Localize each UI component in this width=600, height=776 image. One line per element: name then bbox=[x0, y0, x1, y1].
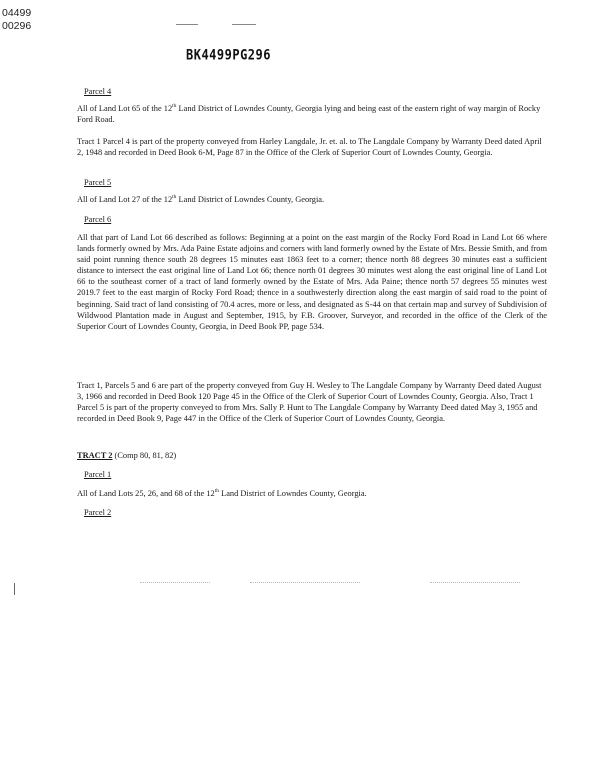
tract-2-parcel-1-description bbox=[77, 488, 547, 499]
tract-2-parcel-1-desc-post: Land District of Lowndes County, Georgia. bbox=[218, 489, 367, 498]
parcel-6-heading: Parcel 6 bbox=[84, 215, 112, 224]
parcel-4-desc-pre: All of Land Lot 65 of the 12 bbox=[77, 104, 173, 113]
scan-edge-mark bbox=[14, 583, 15, 595]
tract-2-title: TRACT 2 bbox=[77, 451, 113, 460]
scan-artifact bbox=[232, 24, 256, 25]
stamp-line-1: 04499 bbox=[2, 7, 32, 19]
parcel-4-desc-sup: th bbox=[172, 103, 177, 110]
parcel-4-conveyance: Tract 1 Parcel 4 is part of the property conveyed from Harley Langdale, Jr. et. al. to The Langdale Company by Warranty Deed dated April 2, 1948 and recorded in Deed Book 6-M, Page 87 in the Office of the Clerk of Superior Court of Lowndes County, Georgia. bbox=[77, 137, 542, 158]
tract-2-heading bbox=[77, 450, 547, 461]
tract-2-parcel-2-heading: Parcel 2 bbox=[84, 508, 112, 517]
scan-artifact bbox=[430, 582, 520, 584]
parcel-4-desc-post: Land District of Lowndes County, Georgia lying and being east of the eastern right of way margin of Rocky Ford Road. bbox=[77, 104, 541, 125]
parcel-5-description bbox=[77, 194, 547, 205]
parcel-6-description: All that part of Land Lot 66 described as follows: Beginning at a point on the east margin of the Rocky Ford Road in Land Lot 66 where lands formerly owned by Mrs. Ada Paine Estate adjoins and corners with land formerly owned by the Estate of Mrs. Bessie Smith, and from said point running thence south 28 degrees 15 minutes east 1863 feet to a corner; thence north 88 degrees 30 minutes east a sufficient distance to intersect the east original line of Land Lot 66; thence north 01 degrees 30 minutes west along the east original line of Land Lot 66 to the southeast corner of a tract of land formerly owned by the Estate of Mrs. Ada Paine; thence north 57 degrees 55 minutes west 2019.7 feet to the east margin of Rocky Ford Road; thence in a southwesterly direction along the east margin of said road to the point of beginning. Said tract of land consisting of 70.4 acres, more or less, and designated as S-44 on that certain map and survey of Subdivision of Wildwood Plantation made in August and September, 1915, by F.B. Groover, Surveyor, and recorded in the office of the Clerk of the Superior Court of Lowndes County, Georgia, in Deed Book PP, page 534. bbox=[77, 233, 547, 331]
document-number-stamp bbox=[2, 7, 31, 33]
parcel-5-desc-post: Land District of Lowndes County, Georgia. bbox=[176, 195, 325, 204]
parcel-6-conveyance: Tract 1, Parcels 5 and 6 are part of the property conveyed from Guy H. Wesley to The Langdale Company by Warranty Deed dated August 3, 1966 and recorded in Deed Book 120 Page 45 in the Office of the Clerk of Superior Court of Lowndes County, Georgia. Also, Tract 1 Parcel 5 is part of the property conveyed to from Mrs. Sally P. Hunt to The Langdale Company by Warranty Deed dated May 3, 1955 and recorded in Deed Book 9, Page 447 in the Office of the Clerk of Superior Court of Lowndes County, Georgia. bbox=[77, 381, 542, 424]
book-page-reference: BK4499PG296 bbox=[186, 46, 271, 64]
parcel-4-heading: Parcel 4 bbox=[84, 87, 112, 96]
scan-artifact bbox=[140, 582, 210, 584]
parcel-5-desc-pre: All of Land Lot 27 of the 12 bbox=[77, 195, 173, 204]
stamp-line-2: 00296 bbox=[2, 20, 32, 32]
parcel-5-desc-sup: th bbox=[172, 194, 177, 201]
parcel-5-heading: Parcel 5 bbox=[84, 178, 112, 187]
tract-2-parcel-1-desc-pre: All of Land Lots 25, 26, and 68 of the 12 bbox=[77, 489, 215, 498]
scan-artifact bbox=[250, 582, 360, 584]
tract-2-comp: (Comp 80, 81, 82) bbox=[112, 451, 177, 460]
tract-2-parcel-1-desc-sup: th bbox=[214, 488, 219, 495]
parcel-4-description bbox=[77, 103, 547, 125]
scan-artifact bbox=[176, 24, 198, 25]
tract-2-parcel-1-heading: Parcel 1 bbox=[84, 470, 112, 479]
